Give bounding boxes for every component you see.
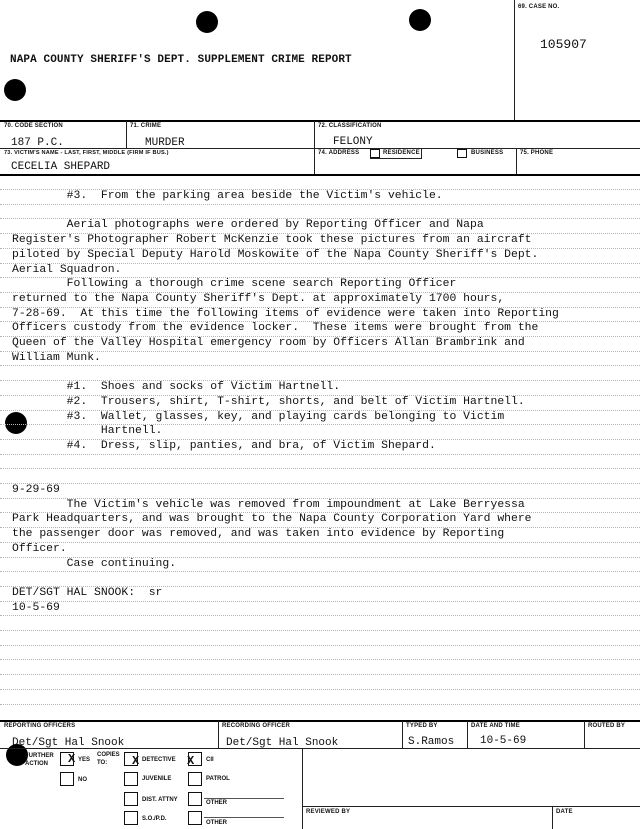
patrol-checkbox[interactable]	[188, 772, 202, 786]
code-section-value: 187 P.C.	[11, 137, 64, 149]
classification-label: 72. CLASSIFICATION	[318, 123, 382, 129]
narrative-line: #1. Shoes and socks of Victim Hartnell.	[12, 381, 341, 394]
narrative-line: #4. Dress, slip, panties, and bra, of Victim Shepard.	[12, 439, 436, 452]
no-label: NO	[78, 777, 87, 783]
ruled-line	[0, 630, 640, 631]
ruled-line	[0, 204, 640, 205]
so-pd-label: S.O./P.D.	[142, 816, 167, 822]
other2-label: OTHER	[206, 820, 227, 826]
narrative-line: returned to the Napa County Sheriff's Dept. at approximately 1700 hours,	[12, 292, 505, 305]
business-checkbox[interactable]	[457, 149, 467, 158]
narrative-line: 10-5-69	[12, 601, 60, 614]
ruled-line	[0, 659, 640, 660]
so-pd-checkbox[interactable]	[124, 811, 138, 825]
date-time-value: 10-5-69	[480, 735, 527, 747]
narrative-line: #3. From the parking area beside the Victim's vehicle.	[12, 190, 443, 202]
juvenile-label: JUVENILE	[142, 776, 172, 782]
narrative-line: The Victim's vehicle was removed from impoundment at Lake Berryessa	[12, 498, 525, 511]
ruled-line	[0, 704, 640, 705]
yes-label: YES	[78, 757, 91, 763]
ruled-line	[0, 571, 640, 572]
punch-hole	[409, 9, 431, 31]
cii-label: CII	[206, 757, 214, 763]
recording-officer-value: Det/Sgt Hal Snook	[226, 737, 339, 749]
reviewed-by-label: REVIEWED BY	[306, 809, 351, 815]
typed-by-label: TYPED BY	[406, 723, 438, 729]
date-time-label: DATE AND TIME	[471, 723, 520, 729]
narrative-line: Register's Photographer Robert McKenzie took these pictures from an aircraft	[12, 234, 532, 247]
ruled-line	[0, 468, 640, 469]
narrative-line: #3. Wallet, glasses, key, and playing cards belonging to Victim	[12, 410, 505, 423]
case-no-label: 69. CASE NO.	[518, 4, 560, 10]
classification-value: FELONY	[333, 136, 373, 148]
yes-x-mark: X	[68, 752, 76, 766]
narrative-line: DET/SGT HAL SNOOK: sr	[12, 586, 163, 599]
narrative-line: Queen of the Valley Hospital emergency room by Officers Allan Brambrink and	[12, 337, 525, 349]
narrative-line: piloted by Special Deputy Harold Moskowite of the Napa County Sheriff's Dept.	[12, 248, 539, 261]
narrative-line: 9-29-69	[12, 484, 60, 496]
victim-name-label: 73. VICTIM'S NAME - LAST, FIRST, MIDDLE (FIRM IF BUS.)	[4, 150, 169, 156]
report-title: NAPA COUNTY SHERIFF'S DEPT. SUPPLEMENT CRIME REPORT	[10, 54, 352, 66]
ruled-line	[0, 689, 640, 690]
phone-label: 75. PHONE	[520, 150, 554, 156]
ruled-line	[0, 542, 640, 543]
copies-to-label: COPIES TO:	[97, 752, 120, 766]
detective-label: DETECTIVE	[142, 757, 176, 763]
narrative-line: Aerial Squadron.	[12, 263, 122, 276]
date-label: DATE	[556, 809, 573, 815]
other-checkbox[interactable]	[188, 792, 202, 806]
ruled-line	[0, 365, 640, 366]
narrative-line: 7-28-69. At this time the following items of evidence were taken into Reporting	[12, 307, 559, 320]
further-action-no-checkbox[interactable]	[60, 772, 74, 786]
punch-hole	[196, 11, 218, 33]
residence-label: RESIDENCE	[383, 150, 420, 156]
routed-by-label: ROUTED BY	[588, 723, 626, 729]
typed-by-value: S.Ramos	[408, 736, 455, 748]
dist-attny-checkbox[interactable]	[124, 792, 138, 806]
crime-value: MURDER	[145, 137, 185, 149]
victim-name-value: CECELIA SHEPARD	[11, 161, 111, 173]
reporting-officers-label: REPORTING OFFICERS	[4, 723, 76, 729]
narrative-line: Officers custody from the evidence locker. These items were brought from the	[12, 322, 539, 335]
narrative-line: the passenger door was removed, and was taken into evidence by Reporting	[12, 528, 505, 541]
ruled-line	[0, 645, 640, 646]
narrative-line: Case continuing.	[12, 557, 177, 570]
other2-checkbox[interactable]	[188, 811, 202, 825]
narrative-line: Officer.	[12, 542, 67, 555]
other-label: OTHER	[206, 800, 227, 806]
punch-hole	[4, 79, 26, 101]
patrol-label: PATROL	[206, 776, 230, 782]
case-number: 105907	[540, 37, 587, 52]
ruled-line	[0, 674, 640, 675]
narrative-line: Following a thorough crime scene search Reporting Officer	[12, 278, 457, 291]
dist-attny-label: DIST. ATTNY	[142, 797, 178, 803]
business-label: BUSINESS	[471, 150, 504, 156]
narrative-line: #2. Trousers, shirt, T-shirt, shorts, and belt of Victim Hartnell.	[12, 395, 525, 408]
ruled-line	[0, 483, 640, 484]
ruled-line	[0, 454, 640, 455]
juvenile-checkbox[interactable]	[124, 772, 138, 786]
narrative-line: Park Headquarters, and was brought to the Napa County Corporation Yard where	[12, 513, 532, 526]
residence-checkbox[interactable]	[370, 149, 380, 158]
cii-x-mark: X	[187, 754, 195, 768]
reporting-officers-value: Det/Sgt Hal Snook	[12, 737, 125, 749]
address-label: 74. ADDRESS	[318, 150, 360, 156]
narrative-line: Hartnell.	[12, 425, 163, 438]
recording-officer-label: RECORDING OFFICER	[222, 723, 291, 729]
ruled-line	[0, 601, 640, 602]
detective-x-mark: X	[132, 754, 140, 768]
ruled-line	[0, 615, 640, 616]
code-section-label: 70. CODE SECTION	[4, 123, 63, 129]
narrative-line: Aerial photographs were ordered by Reporting Officer and Napa	[12, 219, 484, 232]
narrative-line: William Munk.	[12, 351, 101, 364]
further-action-label: FURTHER ACTION	[25, 753, 54, 767]
crime-label: 71. CRIME	[130, 123, 162, 129]
